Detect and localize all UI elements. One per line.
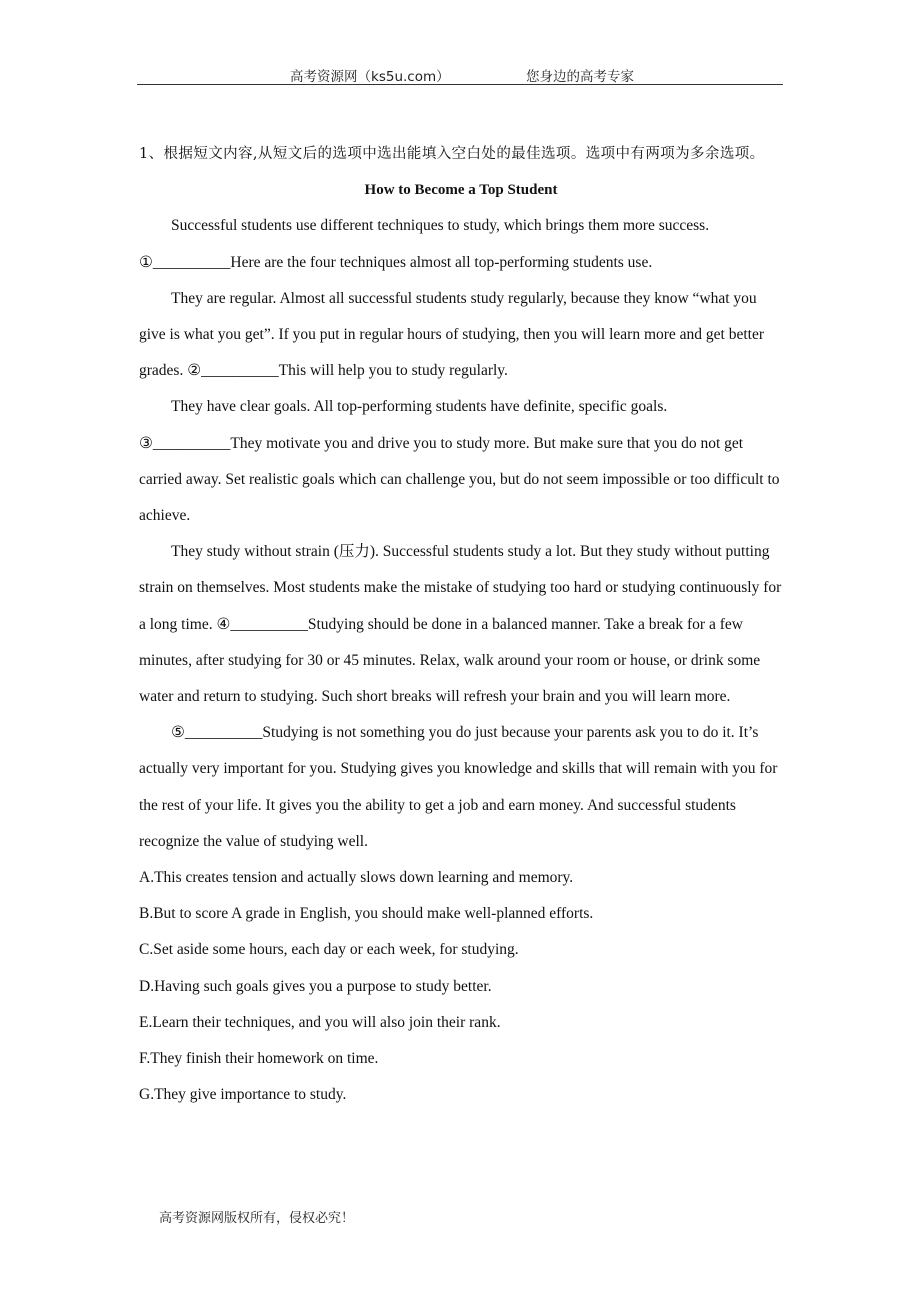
passage-paragraph-3: They have clear goals. All top-performing students have definite, specific goals. ③__________They motivate you and drive you to study more. But make sure that you do not get carried away. Set realistic goals which can challenge you, but do not seem impossible or too difficult to achieve. (139, 398, 780, 525)
option-c: C.Set aside some hours, each day or each week, for studying. (139, 941, 519, 959)
document-body (139, 136, 783, 1113)
question-instruction: 1、根据短文内容,从短文后的选项中选出能填入空白处的最佳选项。选项中有两项为多余选项。 (139, 146, 765, 162)
header-divider (137, 84, 783, 85)
passage-paragraph-4: They study without strain (压力). Successful students study a lot. But they study without putting strain on themselves. Most students make the mistake of studying too hard or studying continuously for a long time. ④__________Studying should be done in a balanced manner. Take a break for a few minutes, after studying for 30 or 45 minutes. Relax, walk around your room or house, or drink some water and return to studying. Such short breaks will refresh your brain and you will learn more. (139, 543, 782, 706)
page-header (137, 62, 783, 86)
header-site-name: 高考资源网（ks5u.com） (290, 69, 450, 85)
option-a: A.This creates tension and actually slows down learning and memory. (139, 869, 574, 887)
passage-paragraph-2: They are regular. Almost all successful students study regularly, because they know “what you give is what you get”. If you put in regular hours of studying, then you will learn more and get better grades. ②__________This will help you to study regularly. (139, 289, 765, 380)
option-g: G.They give importance to study. (139, 1086, 347, 1104)
passage-paragraph-5: ⑤__________Studying is not something you do just because your parents ask you to do it. It’s actually very important for you. Studying gives you knowledge and skills that will remain with you for the rest of your life. It gives you the ability to get a job and earn money. And successful students recognize the value of studying well. (139, 724, 778, 850)
passage-title: How to Become a Top Student (364, 182, 558, 199)
option-b: B.But to score A grade in English, you should make well-planned efforts. (139, 905, 594, 923)
option-d: D.Having such goals gives you a purpose to study better. (139, 977, 492, 995)
passage-paragraph-1: Successful students use different techniques to study, which brings them more success. ①__________Here are the four techniques almost all top-performing students use. (139, 217, 710, 271)
header-slogan: 您身边的高考专家 (526, 69, 634, 85)
option-f: F.They finish their homework on time. (139, 1050, 379, 1068)
option-e: E.Learn their techniques, and you will also join their rank. (139, 1013, 501, 1031)
page-footer: 高考资源网版权所有，侵权必究！ (159, 1211, 355, 1226)
